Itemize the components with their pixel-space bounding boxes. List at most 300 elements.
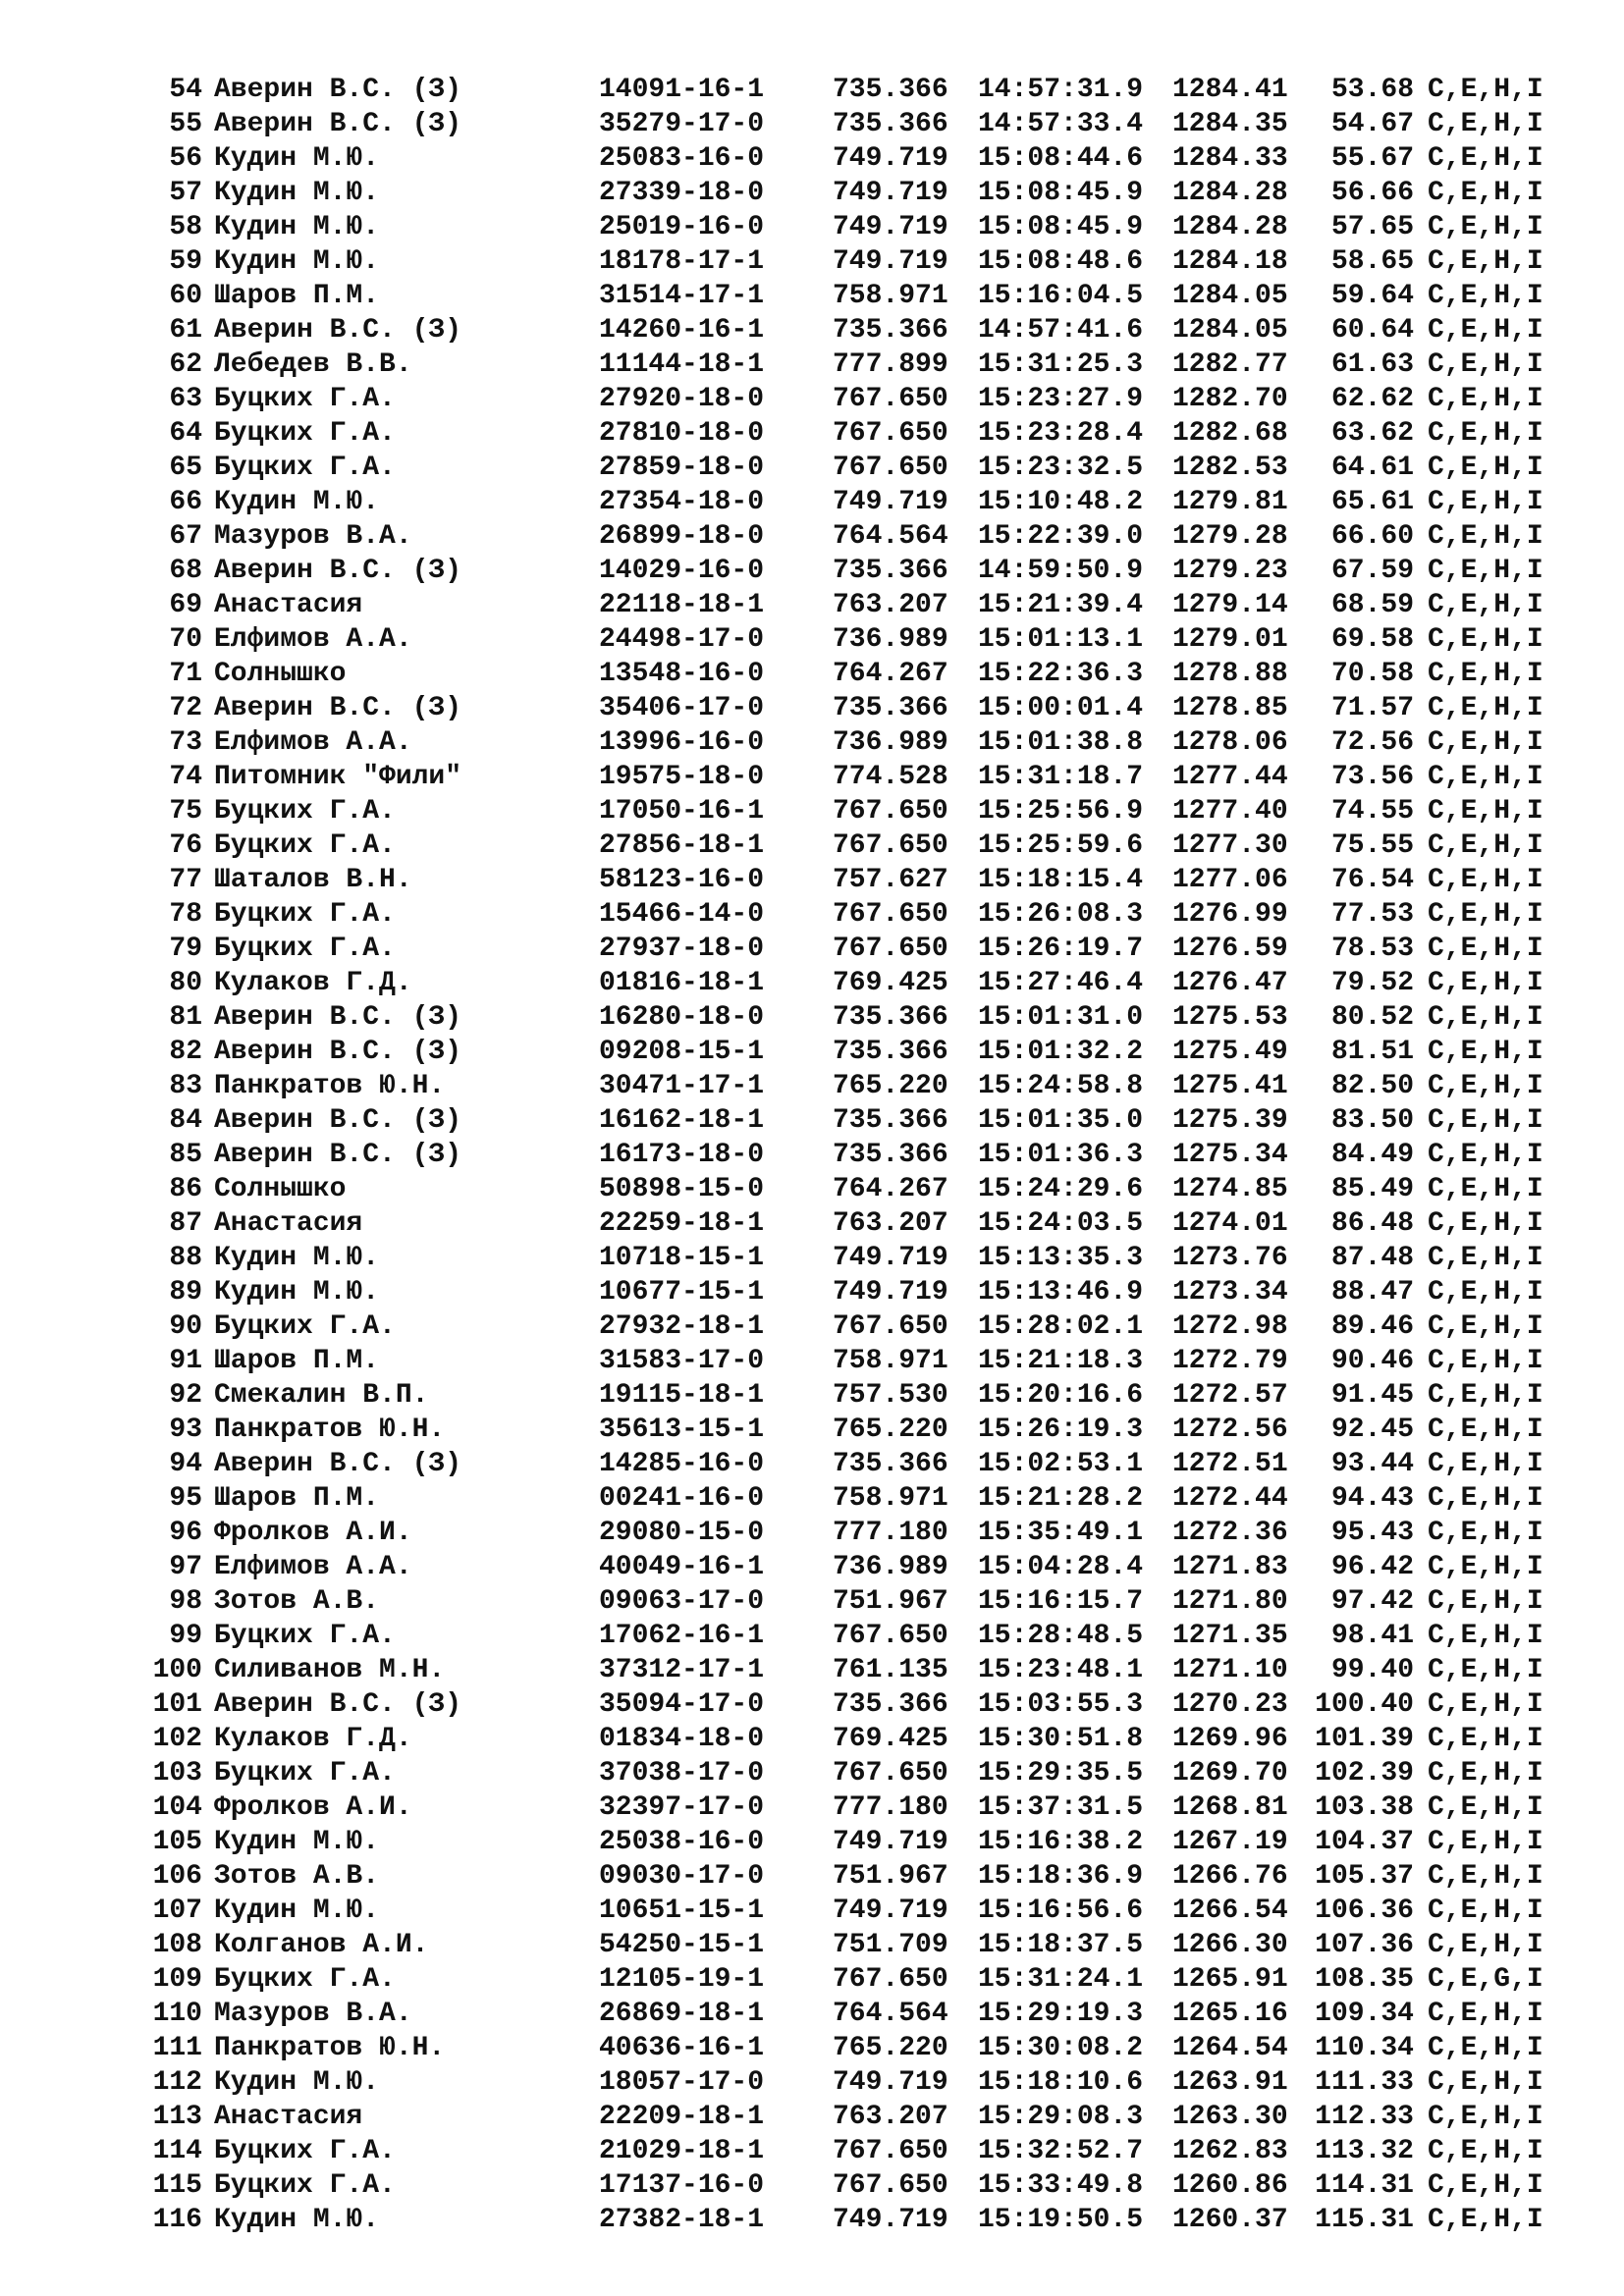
ring-number: 17137-16-0 (599, 2170, 765, 2201)
place: 91 (169, 1346, 202, 1376)
points: 57.65 (1330, 212, 1414, 242)
distance: 735.366 (833, 693, 948, 723)
arrival-time: 15:21:39.4 (978, 590, 1144, 620)
points: 75.55 (1330, 830, 1414, 861)
result-row (128, 1035, 1600, 1069)
fancier-name: Буцких Г.А. (214, 796, 396, 827)
points: 63.62 (1330, 418, 1414, 449)
ring-number: 16280-18-0 (599, 1002, 765, 1033)
points: 68.59 (1330, 590, 1414, 620)
arrival-time: 15:18:15.4 (978, 865, 1144, 895)
result-row (128, 176, 1600, 210)
fancier-name: Елфимов А.А. (214, 624, 412, 655)
flags: C,E,H,I (1428, 1380, 1543, 1411)
points: 92.45 (1330, 1415, 1414, 1445)
arrival-time: 15:22:36.3 (978, 659, 1144, 689)
fancier-name: Анастасия (214, 1208, 363, 1239)
fancier-name: Силиванов М.Н. (214, 1655, 446, 1685)
speed: 1272.57 (1172, 1380, 1288, 1411)
ring-number: 31514-17-1 (599, 281, 765, 311)
place: 59 (169, 246, 202, 277)
points: 96.42 (1330, 1552, 1414, 1582)
arrival-time: 15:30:51.8 (978, 1724, 1144, 1754)
fancier-name: Буцких Г.А. (214, 2136, 396, 2166)
result-row (128, 863, 1600, 897)
ring-number: 22209-18-1 (599, 2102, 765, 2132)
arrival-time: 15:10:48.2 (978, 487, 1144, 517)
fancier-name: Кулаков Г.Д. (214, 968, 412, 998)
result-row (128, 1138, 1600, 1172)
flags: C,E,H,I (1428, 418, 1543, 449)
result-row (128, 1550, 1600, 1584)
distance: 749.719 (833, 246, 948, 277)
ring-number: 40636-16-1 (599, 2033, 765, 2063)
fancier-name: Кудин М.Ю. (214, 178, 380, 208)
arrival-time: 15:30:08.2 (978, 2033, 1144, 2063)
result-row (128, 622, 1600, 657)
result-row (128, 1653, 1600, 1687)
result-row (128, 1103, 1600, 1138)
speed: 1273.76 (1172, 1243, 1288, 1273)
arrival-time: 15:23:28.4 (978, 418, 1144, 449)
ring-number: 09030-17-0 (599, 1861, 765, 1892)
arrival-time: 15:26:19.7 (978, 934, 1144, 964)
flags: C,E,H,I (1428, 1792, 1543, 1823)
arrival-time: 15:21:28.2 (978, 1483, 1144, 1514)
flags: C,E,H,I (1428, 178, 1543, 208)
fancier-name: Аверин В.С. (З) (214, 1689, 462, 1720)
points: 101.39 (1315, 1724, 1414, 1754)
arrival-time: 14:57:31.9 (978, 75, 1144, 105)
distance: 757.627 (833, 865, 948, 895)
flags: C,E,H,I (1428, 1655, 1543, 1685)
distance: 735.366 (833, 556, 948, 586)
distance: 767.650 (833, 830, 948, 861)
distance: 736.989 (833, 1552, 948, 1582)
speed: 1284.28 (1172, 178, 1288, 208)
flags: C,E,H,I (1428, 1071, 1543, 1101)
distance: 767.650 (833, 418, 948, 449)
place: 56 (169, 143, 202, 174)
distance: 764.267 (833, 659, 948, 689)
arrival-time: 14:57:33.4 (978, 109, 1144, 139)
fancier-name: Кудин М.Ю. (214, 487, 380, 517)
distance: 767.650 (833, 2136, 948, 2166)
result-row (128, 210, 1600, 244)
distance: 749.719 (833, 1243, 948, 1273)
results-list (128, 73, 1600, 2237)
place: 54 (169, 75, 202, 105)
speed: 1264.54 (1172, 2033, 1288, 2063)
points: 59.64 (1330, 281, 1414, 311)
arrival-time: 15:08:44.6 (978, 143, 1144, 174)
place: 101 (152, 1689, 202, 1720)
speed: 1270.23 (1172, 1689, 1288, 1720)
points: 61.63 (1330, 349, 1414, 380)
points: 112.33 (1315, 2102, 1414, 2132)
speed: 1284.35 (1172, 109, 1288, 139)
result-row (128, 485, 1600, 519)
fancier-name: Кудин М.Ю. (214, 2205, 380, 2235)
speed: 1276.99 (1172, 899, 1288, 930)
place: 88 (169, 1243, 202, 1273)
flags: C,E,H,I (1428, 1346, 1543, 1376)
ring-number: 40049-16-1 (599, 1552, 765, 1582)
distance: 749.719 (833, 2067, 948, 2098)
fancier-name: Буцких Г.А. (214, 418, 396, 449)
points: 84.49 (1330, 1140, 1414, 1170)
fancier-name: Буцких Г.А. (214, 2170, 396, 2201)
points: 60.64 (1330, 315, 1414, 346)
points: 105.37 (1315, 1861, 1414, 1892)
speed: 1272.98 (1172, 1311, 1288, 1342)
flags: C,E,H,I (1428, 281, 1543, 311)
flags: C,E,H,I (1428, 109, 1543, 139)
fancier-name: Анастасия (214, 2102, 363, 2132)
points: 78.53 (1330, 934, 1414, 964)
points: 82.50 (1330, 1071, 1414, 1101)
place: 61 (169, 315, 202, 346)
points: 62.62 (1330, 384, 1414, 414)
place: 112 (152, 2067, 202, 2098)
fancier-name: Колганов А.И. (214, 1930, 429, 1960)
fancier-name: Шаров П.М. (214, 281, 380, 311)
result-row (128, 1687, 1600, 1722)
fancier-name: Елфимов А.А. (214, 727, 412, 758)
speed: 1271.35 (1172, 1621, 1288, 1651)
fancier-name: Аверин В.С. (З) (214, 315, 462, 346)
flags: C,E,H,I (1428, 1861, 1543, 1892)
fancier-name: Кудин М.Ю. (214, 246, 380, 277)
ring-number: 18057-17-0 (599, 2067, 765, 2098)
ring-number: 25038-16-0 (599, 1827, 765, 1857)
ring-number: 11144-18-1 (599, 349, 765, 380)
fancier-name: Солнышко (214, 1174, 347, 1204)
speed: 1273.34 (1172, 1277, 1288, 1308)
arrival-time: 15:33:49.8 (978, 2170, 1144, 2201)
place: 99 (169, 1621, 202, 1651)
speed: 1284.18 (1172, 246, 1288, 277)
result-row (128, 451, 1600, 485)
arrival-time: 15:24:29.6 (978, 1174, 1144, 1204)
flags: C,E,H,I (1428, 2067, 1543, 2098)
fancier-name: Буцких Г.А. (214, 830, 396, 861)
arrival-time: 15:29:19.3 (978, 1999, 1144, 2029)
arrival-time: 15:16:04.5 (978, 281, 1144, 311)
distance: 767.650 (833, 2170, 948, 2201)
result-row (128, 1447, 1600, 1481)
distance: 763.207 (833, 2102, 948, 2132)
distance: 736.989 (833, 624, 948, 655)
points: 54.67 (1330, 109, 1414, 139)
ring-number: 37038-17-0 (599, 1758, 765, 1789)
flags: C,E,H,I (1428, 315, 1543, 346)
result-row (128, 2031, 1600, 2065)
result-row (128, 1619, 1600, 1653)
flags: C,E,H,I (1428, 556, 1543, 586)
points: 66.60 (1330, 521, 1414, 552)
flags: C,E,H,I (1428, 521, 1543, 552)
ring-number: 14091-16-1 (599, 75, 765, 105)
result-row (128, 1997, 1600, 2031)
flags: C,E,G,I (1428, 1964, 1543, 1995)
distance: 749.719 (833, 1277, 948, 1308)
fancier-name: Елфимов А.А. (214, 1552, 412, 1582)
speed: 1271.83 (1172, 1552, 1288, 1582)
flags: C,E,H,I (1428, 2136, 1543, 2166)
distance: 736.989 (833, 727, 948, 758)
fancier-name: Аверин В.С. (З) (214, 75, 462, 105)
distance: 758.971 (833, 281, 948, 311)
ring-number: 17062-16-1 (599, 1621, 765, 1651)
fancier-name: Мазуров В.А. (214, 1999, 412, 2029)
fancier-name: Аверин В.С. (З) (214, 1449, 462, 1479)
place: 108 (152, 1930, 202, 1960)
distance: 749.719 (833, 178, 948, 208)
fancier-name: Шаров П.М. (214, 1483, 380, 1514)
flags: C,E,H,I (1428, 1621, 1543, 1651)
flags: C,E,H,I (1428, 75, 1543, 105)
flags: C,E,H,I (1428, 1483, 1543, 1514)
speed: 1265.16 (1172, 1999, 1288, 2029)
result-row (128, 1206, 1600, 1241)
points: 91.45 (1330, 1380, 1414, 1411)
place: 96 (169, 1518, 202, 1548)
fancier-name: Аверин В.С. (З) (214, 1105, 462, 1136)
speed: 1279.81 (1172, 487, 1288, 517)
fancier-name: Шаров П.М. (214, 1346, 380, 1376)
speed: 1277.44 (1172, 762, 1288, 792)
ring-number: 32397-17-0 (599, 1792, 765, 1823)
speed: 1272.79 (1172, 1346, 1288, 1376)
result-row (128, 1172, 1600, 1206)
arrival-time: 15:23:32.5 (978, 453, 1144, 483)
flags: C,E,H,I (1428, 453, 1543, 483)
ring-number: 30471-17-1 (599, 1071, 765, 1101)
flags: C,E,H,I (1428, 1105, 1543, 1136)
flags: C,E,H,I (1428, 899, 1543, 930)
speed: 1275.53 (1172, 1002, 1288, 1033)
result-row (128, 588, 1600, 622)
result-row (128, 2168, 1600, 2203)
speed: 1284.05 (1172, 315, 1288, 346)
place: 93 (169, 1415, 202, 1445)
speed: 1282.70 (1172, 384, 1288, 414)
ring-number: 14029-16-0 (599, 556, 765, 586)
arrival-time: 15:22:39.0 (978, 521, 1144, 552)
result-row (128, 1859, 1600, 1894)
arrival-time: 15:25:56.9 (978, 796, 1144, 827)
distance: 735.366 (833, 1037, 948, 1067)
ring-number: 35094-17-0 (599, 1689, 765, 1720)
ring-number: 19115-18-1 (599, 1380, 765, 1411)
fancier-name: Кулаков Г.Д. (214, 1724, 412, 1754)
flags: C,E,H,I (1428, 2102, 1543, 2132)
points: 90.46 (1330, 1346, 1414, 1376)
speed: 1271.80 (1172, 1586, 1288, 1617)
distance: 761.135 (833, 1655, 948, 1685)
flags: C,E,H,I (1428, 1689, 1543, 1720)
place: 115 (152, 2170, 202, 2201)
distance: 767.650 (833, 1964, 948, 1995)
flags: C,E,H,I (1428, 1415, 1543, 1445)
speed: 1266.30 (1172, 1930, 1288, 1960)
ring-number: 27339-18-0 (599, 178, 765, 208)
points: 110.34 (1315, 2033, 1414, 2063)
speed: 1275.39 (1172, 1105, 1288, 1136)
speed: 1260.86 (1172, 2170, 1288, 2201)
ring-number: 10651-15-1 (599, 1896, 765, 1926)
fancier-name: Зотов А.В. (214, 1861, 380, 1892)
ring-number: 27920-18-0 (599, 384, 765, 414)
arrival-time: 15:16:56.6 (978, 1896, 1144, 1926)
place: 57 (169, 178, 202, 208)
flags: C,E,H,I (1428, 2205, 1543, 2235)
speed: 1276.47 (1172, 968, 1288, 998)
speed: 1279.14 (1172, 590, 1288, 620)
points: 53.68 (1330, 75, 1414, 105)
result-row (128, 1344, 1600, 1378)
speed: 1279.23 (1172, 556, 1288, 586)
place: 73 (169, 727, 202, 758)
points: 74.55 (1330, 796, 1414, 827)
points: 95.43 (1330, 1518, 1414, 1548)
points: 113.32 (1315, 2136, 1414, 2166)
result-row (128, 2134, 1600, 2168)
result-row (128, 382, 1600, 416)
place: 55 (169, 109, 202, 139)
result-row (128, 1516, 1600, 1550)
distance: 758.971 (833, 1483, 948, 1514)
flags: C,E,H,I (1428, 1724, 1543, 1754)
result-row (128, 244, 1600, 279)
ring-number: 25083-16-0 (599, 143, 765, 174)
arrival-time: 15:08:48.6 (978, 246, 1144, 277)
distance: 735.366 (833, 1140, 948, 1170)
speed: 1282.53 (1172, 453, 1288, 483)
place: 109 (152, 1964, 202, 1995)
ring-number: 54250-15-1 (599, 1930, 765, 1960)
points: 103.38 (1315, 1792, 1414, 1823)
arrival-time: 15:32:52.7 (978, 2136, 1144, 2166)
place: 82 (169, 1037, 202, 1067)
fancier-name: Буцких Г.А. (214, 899, 396, 930)
distance: 764.267 (833, 1174, 948, 1204)
place: 65 (169, 453, 202, 483)
place: 85 (169, 1140, 202, 1170)
ring-number: 17050-16-1 (599, 796, 765, 827)
distance: 763.207 (833, 590, 948, 620)
fancier-name: Аверин В.С. (З) (214, 109, 462, 139)
fancier-name: Фролков А.И. (214, 1792, 412, 1823)
distance: 735.366 (833, 1689, 948, 1720)
flags: C,E,H,I (1428, 1243, 1543, 1273)
flags: C,E,H,I (1428, 727, 1543, 758)
result-row (128, 1825, 1600, 1859)
ring-number: 35613-15-1 (599, 1415, 765, 1445)
arrival-time: 15:26:08.3 (978, 899, 1144, 930)
fancier-name: Смекалин В.П. (214, 1380, 429, 1411)
ring-number: 01816-18-1 (599, 968, 765, 998)
ring-number: 27382-18-1 (599, 2205, 765, 2235)
fancier-name: Зотов А.В. (214, 1586, 380, 1617)
points: 81.51 (1330, 1037, 1414, 1067)
speed: 1263.91 (1172, 2067, 1288, 2098)
fancier-name: Панкратов Ю.Н. (214, 1071, 446, 1101)
points: 102.39 (1315, 1758, 1414, 1789)
place: 78 (169, 899, 202, 930)
speed: 1284.05 (1172, 281, 1288, 311)
place: 107 (152, 1896, 202, 1926)
arrival-time: 15:28:02.1 (978, 1311, 1144, 1342)
distance: 767.650 (833, 899, 948, 930)
arrival-time: 15:13:46.9 (978, 1277, 1144, 1308)
result-row (128, 657, 1600, 691)
distance: 735.366 (833, 75, 948, 105)
flags: C,E,H,I (1428, 659, 1543, 689)
ring-number: 09208-15-1 (599, 1037, 765, 1067)
place: 62 (169, 349, 202, 380)
arrival-time: 15:01:38.8 (978, 727, 1144, 758)
arrival-time: 15:16:38.2 (978, 1827, 1144, 1857)
ring-number: 00241-16-0 (599, 1483, 765, 1514)
distance: 769.425 (833, 968, 948, 998)
result-row (128, 1241, 1600, 1275)
speed: 1260.37 (1172, 2205, 1288, 2235)
flags: C,E,H,I (1428, 796, 1543, 827)
points: 80.52 (1330, 1002, 1414, 1033)
result-row (128, 1000, 1600, 1035)
place: 103 (152, 1758, 202, 1789)
result-row (128, 1722, 1600, 1756)
flags: C,E,H,I (1428, 1002, 1543, 1033)
place: 90 (169, 1311, 202, 1342)
arrival-time: 15:35:49.1 (978, 1518, 1144, 1548)
speed: 1275.34 (1172, 1140, 1288, 1170)
arrival-time: 15:23:27.9 (978, 384, 1144, 414)
result-row (128, 966, 1600, 1000)
points: 111.33 (1315, 2067, 1414, 2098)
arrival-time: 15:24:03.5 (978, 1208, 1144, 1239)
fancier-name: Буцких Г.А. (214, 934, 396, 964)
flags: C,E,H,I (1428, 487, 1543, 517)
result-row (128, 794, 1600, 828)
arrival-time: 15:00:01.4 (978, 693, 1144, 723)
place: 79 (169, 934, 202, 964)
distance: 751.967 (833, 1861, 948, 1892)
place: 75 (169, 796, 202, 827)
place: 83 (169, 1071, 202, 1101)
speed: 1268.81 (1172, 1792, 1288, 1823)
points: 77.53 (1330, 899, 1414, 930)
speed: 1272.36 (1172, 1518, 1288, 1548)
speed: 1263.30 (1172, 2102, 1288, 2132)
place: 116 (152, 2205, 202, 2235)
speed: 1278.88 (1172, 659, 1288, 689)
result-row (128, 416, 1600, 451)
points: 56.66 (1330, 178, 1414, 208)
speed: 1278.85 (1172, 693, 1288, 723)
distance: 764.564 (833, 521, 948, 552)
place: 84 (169, 1105, 202, 1136)
flags: C,E,H,I (1428, 1311, 1543, 1342)
speed: 1274.85 (1172, 1174, 1288, 1204)
points: 109.34 (1315, 1999, 1414, 2029)
ring-number: 27354-18-0 (599, 487, 765, 517)
speed: 1277.30 (1172, 830, 1288, 861)
ring-number: 16162-18-1 (599, 1105, 765, 1136)
points: 64.61 (1330, 453, 1414, 483)
